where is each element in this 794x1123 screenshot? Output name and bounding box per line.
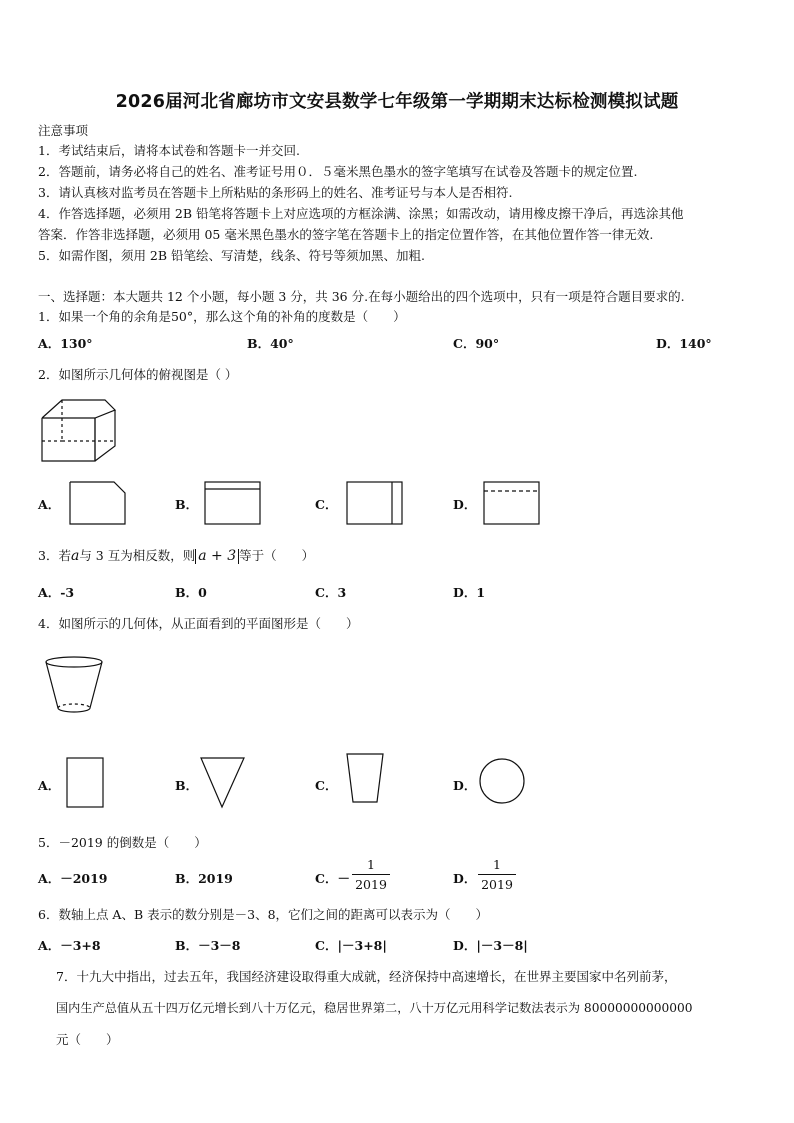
q4-option-b-triangle (200, 757, 246, 809)
q2-label-c: C． (315, 497, 338, 512)
question-5-stem: 5．－2019 的倒数是（ ） (38, 835, 207, 850)
fraction-numerator: 1 (493, 857, 501, 872)
q3-variable: a (70, 548, 80, 564)
question-1-stem: 1．如果一个角的余角是50°，那么这个角的补角的度数是（ ） (38, 309, 406, 324)
q5-option-d: D． (453, 871, 477, 886)
q3-option-a: A．-3 (38, 585, 75, 600)
q2-label-d: D． (453, 497, 477, 512)
q5-option-c: C．－ (315, 871, 350, 886)
q4-label-c: C． (315, 778, 338, 793)
fraction-denominator: 2019 (481, 877, 513, 892)
note-item: 3．请认真核对监考员在答题卡上所粘贴的条形码上的姓名、准考证号与本人是否相符. (38, 185, 513, 200)
q4-label-b: B． (175, 778, 199, 793)
q6-option-a: A．－3+8 (38, 938, 101, 953)
q5-option-c-fraction (352, 857, 390, 892)
q5-option-b: B．2019 (175, 871, 233, 886)
q3-stem-pre: 3．若 (38, 548, 71, 563)
q2-option-d-shape (483, 481, 545, 526)
q2-option-b-shape (204, 481, 262, 526)
note-item: 1．考试结束后，请将本试卷和答题卡一并交回. (38, 143, 300, 158)
q1-option-a: A．130° (38, 336, 93, 351)
q1-option-c: C．90° (453, 336, 500, 351)
notes-heading: 注意事项 (38, 123, 89, 138)
question-2-stem: 2．如图所示几何体的俯视图是（ ） (38, 367, 238, 382)
page-title: 2026届河北省廊坊市文安县数学七年级第一学期期末达标检测模拟试题 (115, 92, 679, 112)
q3-option-d: D．1 (453, 585, 486, 600)
q4-option-d-circle (479, 758, 527, 806)
q4-option-c-trapezoid (346, 753, 386, 805)
section-heading: 一、选择题：本大题共 12 个小题，每小题 3 分，共 36 分.在每小题给出的四个选项中，只有一项是符合题目要求的. (38, 289, 685, 304)
fraction-numerator: 1 (367, 857, 375, 872)
q1-option-d: D．140° (656, 336, 712, 351)
q2-solid-figure (40, 398, 120, 464)
q6-option-c: C．|－3+8| (315, 938, 387, 953)
question-4-stem: 4．如图所示的几何体，从正面看到的平面图形是（ ） (38, 616, 359, 631)
q4-label-d: D． (453, 778, 477, 793)
note-item: 4．作答选择题，必须用 2B 铅笔将答题卡上对应选项的方框涂满、涂黑；如需改动，请用橡皮擦干净后，再选涂其他 (38, 206, 684, 221)
q4-cup-figure (44, 656, 106, 716)
q4-label-a: A． (38, 778, 61, 793)
q2-label-b: B． (175, 497, 199, 512)
q3-option-c: C．3 (315, 585, 347, 600)
fraction-denominator: 2019 (355, 877, 387, 892)
q6-option-d: D．|－3－8| (453, 938, 528, 953)
note-item: 2．答题前，请务必将自己的姓名、准考证号用０．５毫米黑色墨水的签字笔填写在试卷及答题卡的规定位置. (38, 164, 638, 179)
question-3-stem (38, 546, 314, 564)
q5-option-a: A．－2019 (38, 871, 108, 886)
question-7-line-1: 7．十九大中指出，过去五年，我国经济建设取得重大成就，经济保持中高速增长，在世界主要国家中名列前茅， (56, 969, 677, 984)
question-7-line-2: 国内生产总值从五十四万亿元增长到八十万亿元，稳居世界第二，八十万亿元用科学记数法表示为 80000000000000 (56, 1001, 693, 1015)
q2-label-a: A． (38, 497, 61, 512)
q4-option-a-rectangle (66, 757, 106, 809)
q3-option-b: B．0 (175, 585, 207, 600)
question-7-line-3: 元（ ） (56, 1032, 119, 1047)
q3-stem-post: 等于（ ） (239, 548, 315, 563)
q3-absolute-expression: a + 3 (195, 549, 239, 564)
note-item: 5．如需作图，须用 2B 铅笔绘、写清楚，线条、符号等须加黑、加粗. (38, 248, 426, 263)
q6-option-b: B．－3－8 (175, 938, 241, 953)
q1-option-b: B．40° (247, 336, 294, 351)
q2-option-a-shape (69, 481, 127, 526)
note-item: 答案．作答非选择题，必须用 05 毫米黑色墨水的签字笔在答题卡上的指定位置作答，在其他位置作答一律无效. (38, 227, 654, 242)
q5-option-d-fraction (478, 857, 516, 892)
question-6-stem: 6．数轴上点 A、B 表示的数分别是－3、8，它们之间的距离可以表示为（ ） (38, 907, 489, 922)
q3-stem-mid: 与 3 互为相反数，则 (79, 548, 196, 563)
q2-option-c-shape (346, 481, 404, 526)
